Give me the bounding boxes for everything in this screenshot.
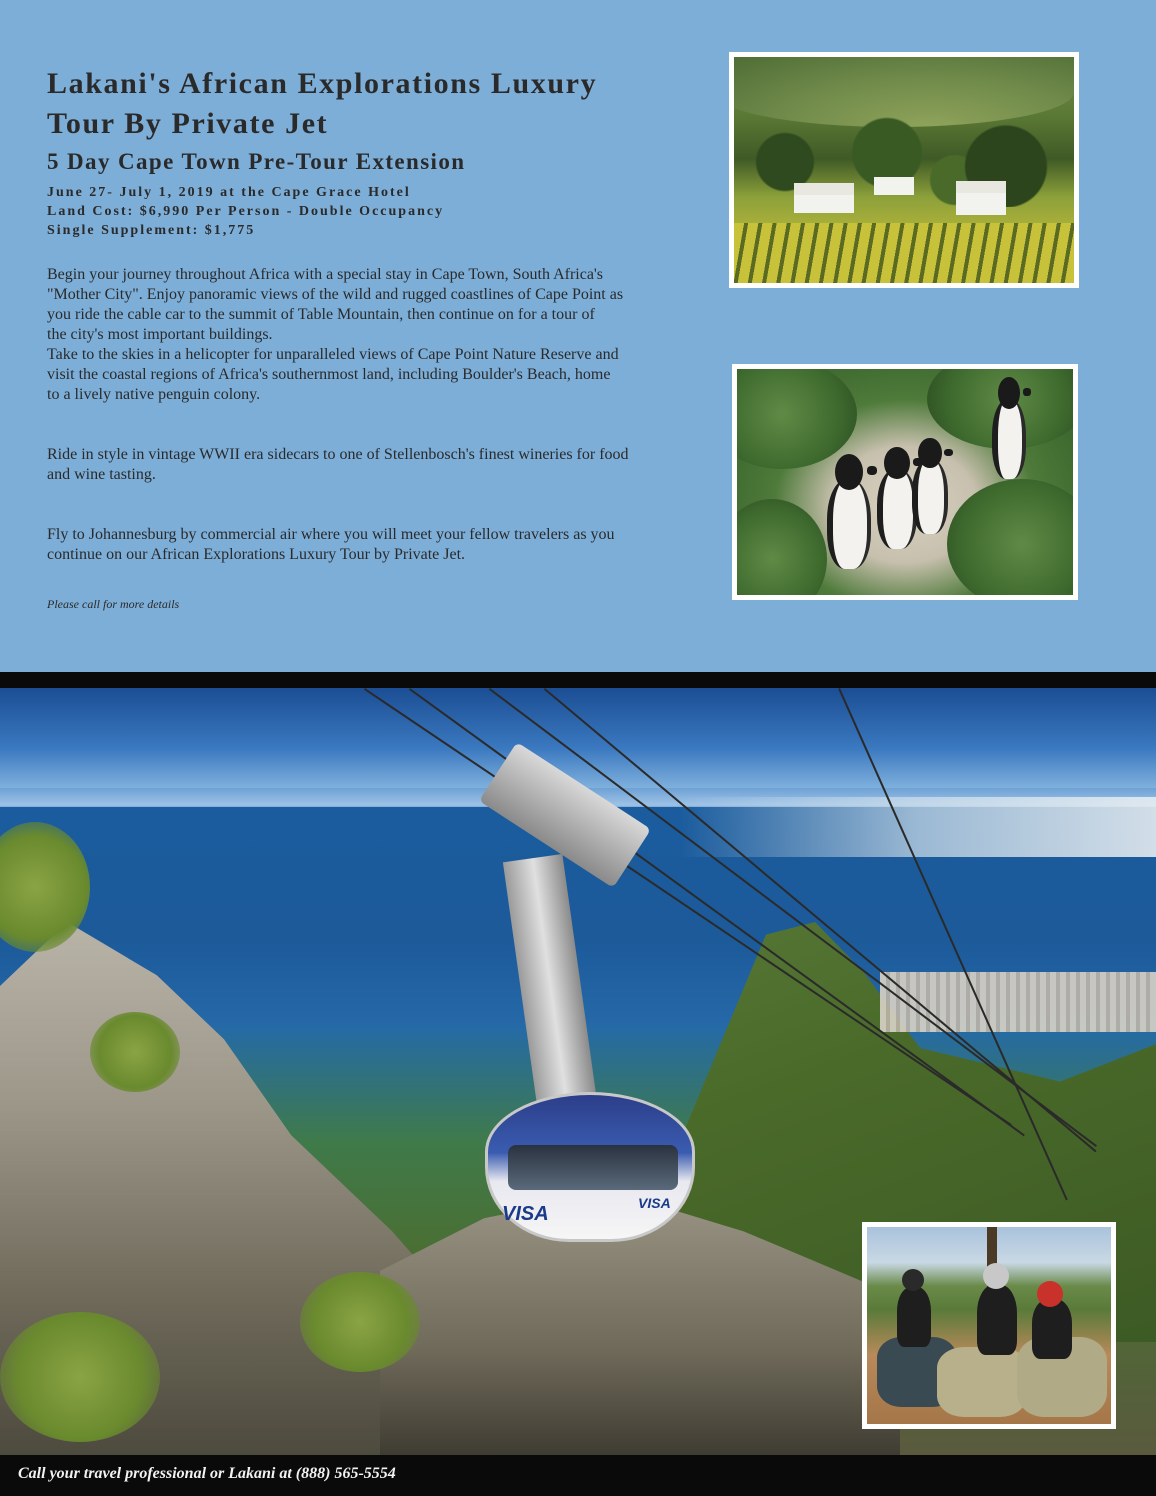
- land-cost: Land Cost: $6,990 Per Person - Double Occupancy: [47, 204, 445, 219]
- para1-line2: "Mother City". Enjoy panoramic views of the wild and rugged coastlines of Cape Point as: [47, 286, 624, 303]
- single-supplement: Single Supplement: $1,775: [47, 223, 256, 238]
- penguin-photo: [737, 369, 1073, 595]
- tour-dates: June 27- July 1, 2019 at the Cape Grace Hotel: [47, 185, 411, 200]
- vineyard-photo-frame: [729, 52, 1079, 288]
- penguin-photo-frame: [732, 364, 1078, 600]
- contact-line: Call your travel professional or Lakani at (888) 565-5554: [18, 1465, 396, 1482]
- footer-bar: [0, 1455, 1156, 1496]
- para2-line1: Take to the skies in a helicopter for unparalleled views of Cape Point Nature Reserve and: [47, 346, 619, 363]
- page-title: [47, 64, 707, 144]
- subtitle: 5 Day Cape Town Pre-Tour Extension: [47, 149, 466, 174]
- vineyard-photo: [734, 57, 1074, 283]
- para1-line1: Begin your journey throughout Africa with a special stay in Cape Town, South Africa's: [47, 266, 604, 283]
- para1-line4: the city's most important buildings.: [47, 326, 273, 343]
- para2-line3: to a lively native penguin colony.: [47, 386, 261, 403]
- description: [47, 265, 717, 565]
- title-line-2: Tour By Private Jet: [47, 107, 329, 140]
- sidecar-photo: [867, 1227, 1111, 1424]
- top-panel: [0, 0, 1156, 672]
- visa-sign-large: VISA: [502, 1203, 549, 1225]
- visa-sign-small: VISA: [638, 1195, 671, 1211]
- para1-line3: you ride the cable car to the summit of Table Mountain, then continue on for a tour of: [47, 306, 595, 323]
- para3-line1: Ride in style in vintage WWII era sidecars to one of Stellenbosch's finest wineries for food: [47, 446, 629, 463]
- title-line-1: Lakani's African Explorations Luxury: [47, 67, 598, 100]
- para4-line2: continue on our African Explorations Luxury Tour by Private Jet.: [47, 546, 466, 563]
- para4-line1: Fly to Johannesburg by commercial air where you will meet your fellow travelers as you: [47, 526, 615, 543]
- tour-details: [47, 183, 444, 240]
- details-note: Please call for more details: [47, 597, 180, 611]
- cable-car-cabin: [485, 1092, 695, 1242]
- para2-line2: visit the coastal regions of Africa's southernmost land, including Boulder's Beach, home: [47, 366, 611, 383]
- sidecar-photo-frame: [862, 1222, 1116, 1429]
- para3-line2: and wine tasting.: [47, 466, 156, 483]
